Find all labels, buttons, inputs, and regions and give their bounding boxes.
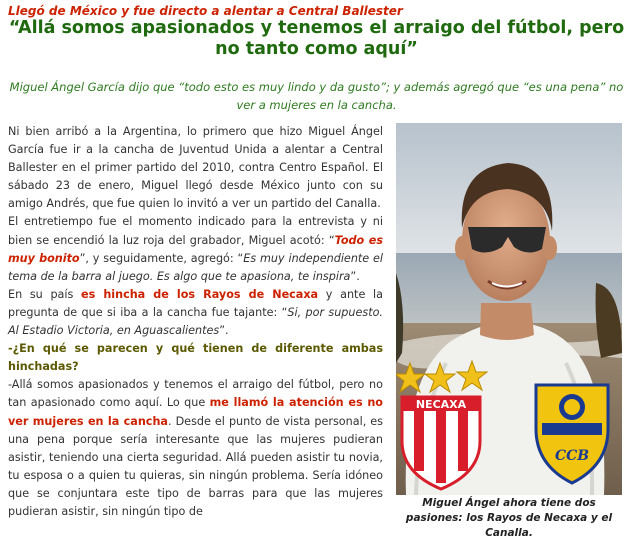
necaxa-badge-text: NECAXA xyxy=(415,398,467,411)
headline: “Allá somos apasionados y tenemos el arraigo del fútbol, pero no tanto como aquí” xyxy=(8,18,625,59)
emphasis-red: es hincha de los Rayos de Necaxa xyxy=(81,287,319,301)
article-body xyxy=(8,123,383,521)
quote-highlight: Todo es muy bonito xyxy=(8,233,384,265)
paragraph-3 xyxy=(8,286,383,340)
quote-italic: Es muy independiente el tema de la barra al juego. Es algo que te apasiona, te inspira xyxy=(8,251,383,283)
kicker: Llegó de México y fue directo a alentar a Central Ballester xyxy=(8,4,403,18)
photo-image xyxy=(396,123,622,495)
quote-italic: Si, por supuesto. Al Estadio Victoria, en Aguascalientes xyxy=(8,305,383,338)
question-1: -¿En qué se parecen y qué tienen de diferente ambas hinchadas? xyxy=(8,342,383,374)
paragraph-4 xyxy=(8,376,383,521)
photo xyxy=(396,123,622,495)
paragraph-2 xyxy=(8,213,383,285)
text: El entretiempo fue el momento indicado para la entrevista y ni bien se encendió la luz roja del grabador, Miguel acotó: “ xyxy=(8,215,383,247)
lead: Miguel Ángel García dijo que “todo esto es muy lindo y da gusto”; y además agregó que “es una pena” no ver a mujeres en la cancha. xyxy=(9,80,624,112)
text: y ante la pregunta de que si iba a la cancha fue tajante: “ xyxy=(8,287,383,319)
emphasis-red: me llamó la atención es no ver mujeres en la cancha xyxy=(8,396,383,428)
photo-caption: Miguel Ángel ahora tiene dos pasiones: los Rayos de Necaxa y el Canalla. xyxy=(405,497,613,539)
text: ”. xyxy=(350,269,360,283)
paragraph-1: Ni bien arribó a la Argentina, lo primero que hizo Miguel Ángel García fue ir a la cancha de Juventud Unida a alentar a Central Ballester en el primer partido del 2010, contra Centro Español. El sábado 23 de enero, Miguel llegó desde México junto con su amigo Andrés, que fue quien lo invitó a ver un partido del Canalla. xyxy=(8,125,383,211)
text: En su país xyxy=(8,287,82,301)
canalla-badge-text: CCB xyxy=(554,448,590,464)
text: ”. xyxy=(219,324,229,338)
text: ”, y seguidamente, agregó: “ xyxy=(79,251,244,265)
text: . Desde el punto de vista personal, es una pena porque sería interesante que las mujeres pudieran asistir, teniendo una cierta seguridad. Allá pueden asistir tu novia, tu esposa o a quien tu quieras, sin ningún problema. Sería idóneo que se conjuntara este tipo de barras para que las mujeres pudieran asistir, sin ningún tipo de xyxy=(8,414,383,518)
text: -Allá somos apasionados y tenemos el arraigo del fútbol, pero no tan apasionado como aquí. Lo que xyxy=(8,378,383,410)
